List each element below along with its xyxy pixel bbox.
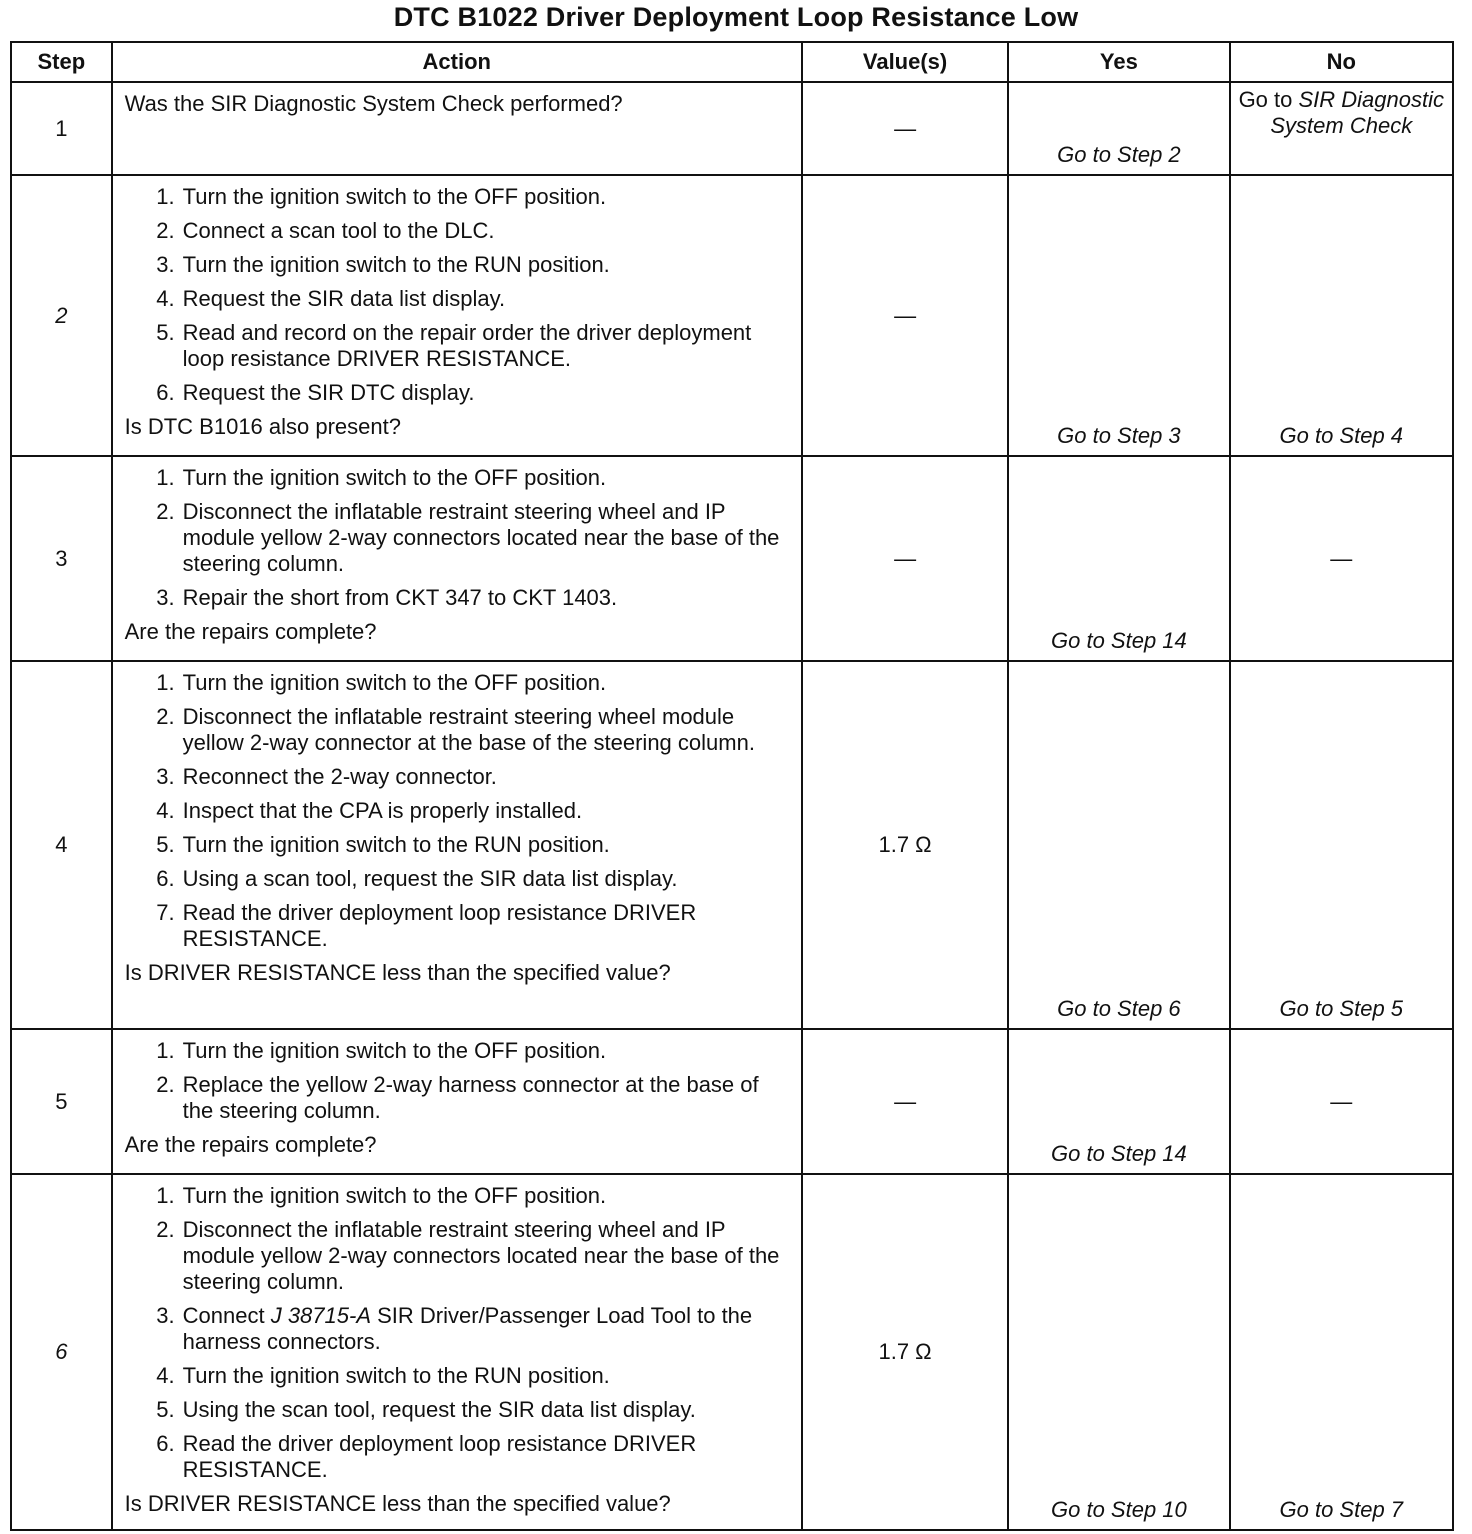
list-item: 3. Repair the short from CKT 347 to CKT 1403. (156, 585, 618, 610)
list-item: 5. Using the scan tool, request the SIR data list display. (156, 1397, 696, 1422)
list-item: 2. Disconnect the inflatable restraint steering wheel and IP module yellow 2-way connectors located near the base of the steering column. (156, 1217, 780, 1294)
question-text: Is DRIVER RESISTANCE less than the specified value? (124, 1491, 671, 1516)
action-cell (112, 175, 802, 456)
step-list (125, 184, 791, 406)
no-value: — (1230, 1029, 1453, 1174)
list-item: 3. Connect J 38715-A SIR Driver/Passenger Load Tool to the harness connectors. (156, 1303, 753, 1354)
table-row-step-1 (11, 82, 1453, 175)
list-item: 1. Turn the ignition switch to the OFF position. (156, 184, 607, 209)
yes-link[interactable]: Go to Step 2 (1008, 82, 1229, 175)
table-row-step-5 (11, 1029, 1453, 1174)
yes-link[interactable]: Go to Step 10 (1008, 1174, 1229, 1530)
no-link-target: SIR Diagnostic System Check (1270, 87, 1445, 138)
list-item: 1. Turn the ignition switch to the OFF position. (156, 670, 607, 695)
header-action: Action (112, 42, 802, 82)
question-text: Are the repairs complete? (124, 619, 377, 644)
header-values: Value(s) (802, 42, 1008, 82)
list-item: 3. Reconnect the 2-way connector. (156, 764, 497, 789)
step-list (125, 465, 791, 611)
step-list (125, 1038, 791, 1124)
page-title: DTC B1022 Driver Deployment Loop Resistance Low (393, 2, 1079, 32)
yes-link[interactable]: Go to Step 3 (1008, 175, 1229, 456)
action-cell (112, 1174, 802, 1530)
question-text: Is DTC B1016 also present? (124, 414, 401, 439)
step-list (125, 1183, 791, 1483)
yes-link[interactable]: Go to Step 14 (1008, 1029, 1229, 1174)
no-link[interactable]: Go to Step 4 (1230, 175, 1453, 456)
diagnostic-table (10, 41, 1454, 1531)
no-link-prefix: Go to (1238, 87, 1293, 112)
value-cell: 1.7 Ω (802, 661, 1008, 1029)
list-item: 1. Turn the ignition switch to the OFF position. (156, 1038, 607, 1063)
connect-word: Connect (182, 1303, 265, 1328)
list-item: 6. Read the driver deployment loop resistance DRIVER RESISTANCE. (156, 1431, 697, 1482)
list-item: 1. Turn the ignition switch to the OFF position. (156, 465, 607, 490)
step-number: 1 (11, 82, 112, 175)
value-cell: — (802, 1029, 1008, 1174)
list-item: 6. Using a scan tool, request the SIR data list display. (156, 866, 678, 891)
value-cell: — (802, 456, 1008, 661)
list-item: 2. Replace the yellow 2-way harness connector at the base of the steering column. (156, 1072, 759, 1123)
step-number: 6 (11, 1174, 112, 1530)
list-item: 4. Turn the ignition switch to the RUN position. (156, 1363, 610, 1388)
header-step: Step (11, 42, 112, 82)
step-number: 5 (11, 1029, 112, 1174)
header-row (11, 42, 1453, 82)
header-yes: Yes (1008, 42, 1229, 82)
list-item: 2. Disconnect the inflatable restraint steering wheel and IP module yellow 2-way connectors located near the base of the steering column. (156, 499, 780, 576)
list-item: 1. Turn the ignition switch to the OFF position. (156, 1183, 607, 1208)
yes-link[interactable]: Go to Step 14 (1008, 456, 1229, 661)
step-number: 4 (11, 661, 112, 1029)
list-item: 3. Turn the ignition switch to the RUN position. (156, 252, 610, 277)
action-cell (112, 1029, 802, 1174)
step-list (125, 670, 791, 952)
list-item: 7. Read the driver deployment loop resistance DRIVER RESISTANCE. (156, 900, 697, 951)
table-row-step-2 (11, 175, 1453, 456)
table-row-step-6 (11, 1174, 1453, 1530)
table-row-step-3 (11, 456, 1453, 661)
no-link[interactable] (1230, 82, 1453, 175)
question-text: Was the SIR Diagnostic System Check performed? (124, 91, 623, 116)
value-cell: — (802, 175, 1008, 456)
tool-description: SIR Driver/Passenger Load Tool to the harness connectors. (182, 1303, 753, 1354)
list-item: 5. Turn the ignition switch to the RUN position. (156, 832, 610, 857)
list-item: 4. Inspect that the CPA is properly installed. (156, 798, 583, 823)
yes-link[interactable]: Go to Step 6 (1008, 661, 1229, 1029)
list-item: 6. Request the SIR DTC display. (156, 380, 475, 405)
no-link[interactable]: Go to Step 5 (1230, 661, 1453, 1029)
header-no: No (1230, 42, 1453, 82)
list-item: 5. Read and record on the repair order the driver deployment loop resistance DRIVER RESISTANCE. (156, 320, 752, 371)
question-text: Are the repairs complete? (124, 1132, 377, 1157)
no-value: — (1230, 456, 1453, 661)
action-cell (112, 661, 802, 1029)
value-cell: — (802, 82, 1008, 175)
value-cell: 1.7 Ω (802, 1174, 1008, 1530)
no-link[interactable]: Go to Step 7 (1230, 1174, 1453, 1530)
action-cell (112, 456, 802, 661)
step-number: 2 (11, 175, 112, 456)
list-item: 2. Disconnect the inflatable restraint steering wheel module yellow 2-way connector at the base of the steering column. (156, 704, 755, 755)
table-row-step-4 (11, 661, 1453, 1029)
list-item: 4. Request the SIR data list display. (156, 286, 506, 311)
step-number: 3 (11, 456, 112, 661)
tool-number: J 38715-A (270, 1303, 371, 1328)
question-text: Is DRIVER RESISTANCE less than the specified value? (124, 960, 671, 985)
list-item: 2. Connect a scan tool to the DLC. (156, 218, 495, 243)
action-cell (112, 82, 802, 175)
